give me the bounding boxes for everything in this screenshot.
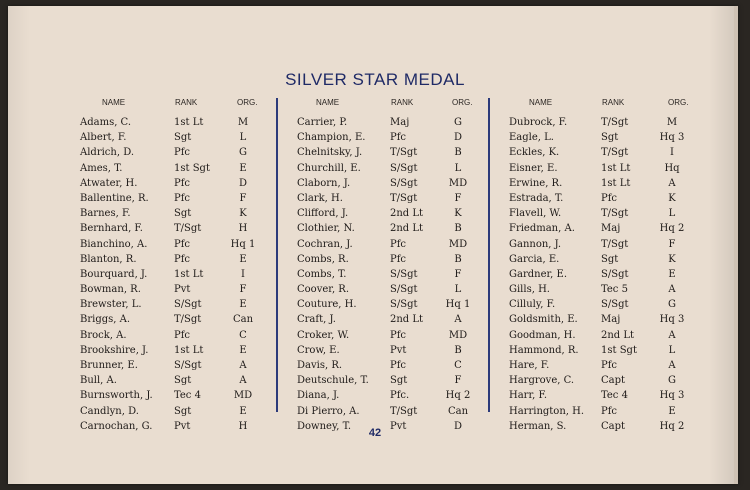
roster-name: Coover, R. — [297, 284, 350, 296]
roster-org: Hq 1 — [230, 238, 256, 250]
roster-rank: Tec 5 — [601, 284, 628, 296]
roster-rank: Pfc — [390, 360, 407, 371]
roster-org: E — [239, 162, 247, 174]
roster-org: B — [454, 344, 462, 356]
roster-rank: Pfc — [174, 147, 191, 159]
roster-org: F — [668, 238, 676, 250]
header-rank: RANK — [175, 98, 198, 107]
roster-org: F — [454, 192, 462, 204]
roster-org: K — [668, 253, 676, 265]
roster-rank: T/Sgt — [601, 147, 629, 159]
roster-org: K — [454, 208, 462, 220]
roster-rank: 2nd Lt — [390, 314, 424, 326]
roster-org: L — [668, 344, 676, 356]
roster-org: H — [238, 223, 248, 235]
roster-org: E — [668, 268, 676, 280]
roster-org: MD — [448, 177, 468, 189]
roster-rank: T/Sgt — [601, 238, 629, 250]
header-name: NAME — [529, 98, 553, 107]
roster-rank: Pfc — [390, 329, 407, 341]
roster-org: K — [668, 192, 676, 204]
page-number: 42 — [368, 427, 382, 439]
roster-org: G — [668, 299, 676, 311]
roster-org: Hq 2 — [445, 390, 471, 402]
roster-org: MD — [233, 390, 253, 402]
roster-name: Adams, C. — [80, 117, 132, 128]
roster-org: L — [454, 162, 462, 174]
roster-rank: 1st Lt — [174, 268, 204, 280]
roster-name: Churchill, E. — [297, 162, 361, 174]
roster-org: F — [454, 375, 462, 387]
roster-rank: Pfc — [390, 238, 407, 250]
roster-rank: Pfc — [174, 192, 191, 204]
roster-rank: S/Sgt — [390, 162, 418, 174]
roster-name: Champion, E. — [297, 132, 366, 144]
roster-name: Bernhard, F. — [80, 223, 143, 235]
roster-rank: T/Sgt — [601, 117, 629, 128]
roster-name: Harrington, H. — [509, 405, 585, 417]
roster-name: Carrier, P. — [297, 117, 348, 128]
roster-org: B — [454, 253, 462, 265]
roster-name: Hammond, R. — [509, 344, 579, 356]
roster-org: M — [666, 117, 678, 128]
roster-name: Eckles, K. — [509, 147, 560, 159]
roster-name: Combs, R. — [297, 253, 349, 265]
roster-name: Gannon, J. — [509, 238, 562, 250]
roster-name: Brunner, E. — [80, 360, 138, 371]
roster-name: Bowman, R. — [80, 284, 141, 296]
roster-rank: 1st Sgt — [174, 162, 210, 174]
roster-org: C — [239, 329, 247, 341]
roster-rank: S/Sgt — [601, 299, 629, 311]
roster-org: A — [668, 360, 676, 371]
roster-rank: 2nd Lt — [390, 223, 424, 235]
roster-rank: Sgt — [601, 253, 619, 265]
roster-rank: Capt — [601, 420, 626, 432]
roster-name: Erwine, R. — [509, 177, 563, 189]
roster-name: Di Pierro, A. — [297, 405, 360, 417]
roster-org: F — [239, 192, 247, 204]
roster-name: Clothier, N. — [297, 223, 355, 235]
roster-name: Albert, F. — [80, 132, 127, 144]
roster-name: Ballentine, R. — [80, 192, 149, 204]
roster-name: Herman, S. — [509, 420, 567, 432]
roster-name: Cochran, J. — [297, 238, 353, 250]
roster-rank: Sgt — [174, 375, 192, 387]
roster-name: Brock, A. — [80, 329, 127, 341]
roster-name: Couture, H. — [297, 299, 357, 311]
roster-rank: T/Sgt — [390, 192, 418, 204]
roster-org: M — [237, 117, 249, 128]
roster-org: Hq 2 — [659, 223, 685, 235]
roster-name: Eisner, E. — [509, 162, 558, 174]
roster-org: E — [668, 405, 676, 417]
roster-org: MD — [448, 238, 468, 250]
roster-org: E — [239, 299, 247, 311]
roster-org: Hq 2 — [659, 420, 685, 432]
roster-rank: Pfc — [601, 360, 618, 371]
roster-rank: Maj — [601, 314, 621, 326]
roster-name: Croker, W. — [297, 329, 350, 341]
roster-rank: Sgt — [390, 375, 408, 387]
roster-name: Bianchino, A. — [80, 238, 148, 250]
roster-name: Crow, E. — [297, 344, 340, 356]
roster-name: Gills, H. — [509, 284, 550, 296]
header-org: ORG. — [452, 98, 473, 107]
roster-rank: Pvt — [390, 420, 407, 432]
roster-name: Carnochan, G. — [80, 420, 153, 432]
roster-org: H — [238, 420, 248, 432]
roster-rank: Capt — [601, 375, 626, 387]
roster-name: Estrada, T. — [509, 192, 564, 204]
roster-name: Downey, T. — [297, 420, 352, 432]
roster-name: Flavell, W. — [509, 208, 562, 220]
roster-name: Bull, A. — [80, 375, 117, 387]
roster-org: MD — [448, 329, 468, 341]
roster-rank: Sgt — [174, 208, 192, 220]
header-rank: RANK — [391, 98, 414, 107]
roster-org: D — [453, 420, 463, 432]
roster-name: Harr, F. — [509, 390, 548, 402]
roster-rank: S/Sgt — [174, 360, 202, 371]
roster-rank: Pvt — [174, 420, 191, 432]
roster-org: Hq 3 — [659, 132, 685, 144]
roster-rank: Sgt — [601, 132, 619, 144]
roster-rank: Pfc — [601, 405, 618, 417]
header-rank: RANK — [602, 98, 625, 107]
roster-rank: Pfc. — [390, 390, 410, 402]
roster-rank: 2nd Lt — [390, 208, 424, 220]
header-name: NAME — [316, 98, 340, 107]
roster-rank: Sgt — [174, 132, 192, 144]
roster-name: Brewster, L. — [80, 299, 142, 311]
roster-name: Claborn, J. — [297, 177, 351, 189]
roster-org: K — [239, 208, 247, 220]
roster-name: Briggs, A. — [80, 314, 131, 326]
roster-name: Bourquard, J. — [80, 268, 148, 280]
roster-rank: S/Sgt — [601, 268, 629, 280]
roster-org: E — [239, 344, 247, 356]
roster-org: D — [453, 132, 463, 144]
roster-rank: Pfc — [174, 177, 191, 189]
roster-name: Chelnitsky, J. — [297, 147, 363, 159]
roster-name: Hare, F. — [509, 360, 550, 371]
roster-org: C — [454, 360, 462, 371]
roster-org: L — [454, 284, 462, 296]
roster-name: Dubrock, F. — [509, 117, 568, 128]
roster-org: Hq 1 — [445, 299, 471, 311]
roster-org: G — [454, 117, 462, 128]
roster-org: B — [454, 223, 462, 235]
roster-name: Friedman, A. — [509, 223, 575, 235]
header-name: NAME — [102, 98, 126, 107]
roster-org: I — [241, 268, 245, 280]
roster-rank: T/Sgt — [174, 223, 202, 235]
roster-org: B — [454, 147, 462, 159]
roster-name: Aldrich, D. — [80, 147, 135, 159]
roster-name: Atwater, H. — [80, 177, 138, 189]
roster-rank: Maj — [390, 117, 410, 128]
roster-rank: S/Sgt — [390, 268, 418, 280]
roster-org: Hq 3 — [659, 390, 685, 402]
roster-rank: T/Sgt — [601, 208, 629, 220]
roster-name: Brookshire, J. — [80, 344, 149, 356]
roster-rank: 1st Sgt — [601, 344, 637, 356]
header-org: ORG. — [237, 98, 258, 107]
roster-name: Goldsmith, E. — [509, 314, 578, 326]
roster-org: E — [239, 405, 247, 417]
roster-name: Deutschule, T. — [297, 375, 369, 387]
page-title: SILVER STAR MEDAL — [285, 70, 465, 89]
roster-org: A — [668, 329, 676, 341]
roster-org: F — [454, 268, 462, 280]
roster-rank: Pvt — [390, 344, 407, 356]
roster-rank: Pfc — [390, 253, 407, 265]
roster-name: Candlyn, D. — [80, 405, 139, 417]
roster-name: Combs, T. — [297, 268, 347, 280]
roster-rank: S/Sgt — [390, 177, 418, 189]
roster-rank: 1st Lt — [174, 117, 204, 128]
roster-name: Clark, H. — [297, 192, 343, 204]
column-divider-2 — [488, 98, 490, 412]
roster-name: Goodman, H. — [509, 329, 576, 341]
roster-org: F — [239, 284, 247, 296]
roster-rank: S/Sgt — [390, 284, 418, 296]
roster-rank: Maj — [601, 223, 621, 235]
roster-rank: Sgt — [174, 405, 192, 417]
roster-rank: Pfc — [174, 238, 191, 250]
roster-name: Eagle, L. — [509, 132, 554, 144]
roster-rank: Pfc — [174, 253, 191, 265]
roster-rank: 1st Lt — [174, 344, 204, 356]
roster-name: Garcia, E. — [509, 253, 560, 265]
roster-rank: T/Sgt — [390, 405, 418, 417]
column-divider-1 — [276, 98, 278, 412]
roster-rank: S/Sgt — [390, 299, 418, 311]
roster-rank: 2nd Lt — [601, 329, 635, 341]
roster-org: Can — [447, 405, 469, 417]
roster-org: D — [238, 177, 248, 189]
roster-name: Ames, T. — [80, 162, 123, 174]
roster-rank: Pfc — [601, 192, 618, 204]
roster-org: Hq 3 — [659, 314, 685, 326]
roster-rank: T/Sgt — [390, 147, 418, 159]
roster-org: L — [239, 132, 247, 144]
roster-rank: 1st Lt — [601, 177, 631, 189]
roster-name: Gardner, E. — [509, 268, 568, 280]
roster-name: Clifford, J. — [297, 208, 349, 220]
roster-org: G — [668, 375, 676, 387]
roster-org: A — [239, 375, 247, 387]
roster-org: A — [668, 284, 676, 296]
roster-rank: Pfc — [390, 132, 407, 144]
roster-name: Davis, R. — [297, 360, 343, 371]
roster-name: Blanton, R. — [80, 253, 137, 265]
roster-org: Can — [232, 314, 254, 326]
roster-org: Hq — [664, 162, 680, 174]
roster-rank: Pfc — [174, 329, 191, 341]
roster-org: A — [239, 360, 247, 371]
roster-rank: T/Sgt — [174, 314, 202, 326]
roster-org: L — [668, 208, 676, 220]
roster-rank: S/Sgt — [174, 299, 202, 311]
roster-rank: Pvt — [174, 284, 191, 296]
roster-org: A — [454, 314, 462, 326]
roster-org: G — [239, 147, 247, 159]
roster-org: I — [670, 147, 674, 159]
roster-name: Barnes, F. — [80, 208, 131, 220]
roster-rank: Tec 4 — [601, 390, 628, 402]
roster-name: Hargrove, C. — [509, 375, 575, 387]
roster-name: Burnsworth, J. — [80, 390, 153, 402]
roster-rank: 1st Lt — [601, 162, 631, 174]
roster-name: Craft, J. — [297, 314, 336, 326]
roster-org: E — [239, 253, 247, 265]
header-org: ORG. — [668, 98, 689, 107]
roster-rank: Tec 4 — [174, 390, 201, 402]
roster-name: Cilluly, F. — [509, 299, 556, 311]
roster-org: A — [668, 177, 676, 189]
roster-name: Diana, J. — [297, 390, 340, 402]
